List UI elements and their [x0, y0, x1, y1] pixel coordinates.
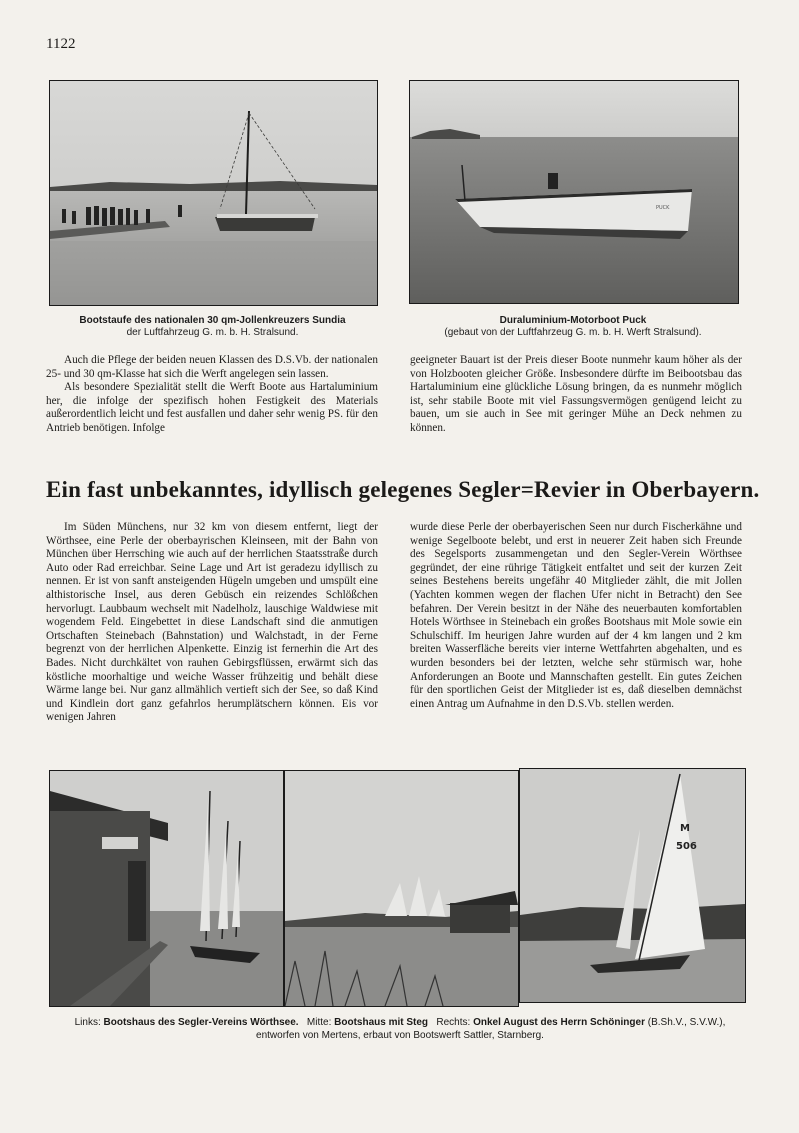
- intro-paragraph-3: geeigneter Bauart ist der Preis dieser Boote nunmehr kaum höher als der von Holzbooten gleicher Größe. Insbesondere dürfte im Beibootsbau das Hartaluminium eine glückliche Lösung bringen, da es nunmehr möglich ist, sehr stabile Boote mit viel Fassungsvermögen genügend leicht zu bauen, um sie auch in See mit geringer Mühe an Deck nehmen zu können.: [410, 354, 742, 434]
- sail-number-top: M: [680, 823, 690, 834]
- article-paragraph-2: wurde diese Perle der oberbayerischen Seen nur durch Fischerkähne und wenige Segelboote belebt, und erst in neuerer Zeit haben sich Freunde des Segelsports zusammengetan und den Segler-Verein Wörthsee gegründet, der eine rührige Tätigkeit entfaltet und seit der kurzen Zeit seines Bestehens bereits ungefähr 40 Mitglieder zählt, die mit Jollen (Yachten kommen wegen der flachen Ufer nicht in Betracht) den See befahren. Der Verein besitzt in der Nähe des neuerbauten komfortablen Hotels Wörthsee in Steinebach ein großes Bootshaus mit Mole sowie ein Schulschiff. Im heurigen Jahre wurden auf der 4 km langen und 2 km breiten Wasserfläche bereits vier interne Wettfahrten abgehalten, und es wurden besonders bei der letzten, welche sehr stürmisch war, hohe Anforderungen an Boote und Mannschaften gestellt. Ein gutes Zeichen für den sportlichen Geist der Mitglieder ist es, daß dieselben demnächst einen Antrag um Aufnahme in den D.S.Vb. stellen werden.: [410, 521, 742, 710]
- caption-line-2: entworfen von Mertens, erbaut von Bootswerft Sattler, Starnberg.: [256, 1030, 544, 1041]
- caption-sundia: [49, 315, 376, 339]
- caption-right-label: Rechts:: [436, 1017, 471, 1028]
- photo-sundia-christening: [49, 80, 378, 306]
- puck-hull-name: PUCK: [656, 205, 670, 211]
- caption-mid-label: Mitte:: [306, 1017, 332, 1028]
- caption-sundia-title: Bootstaufe des nationalen 30 qm-Jollenkreuzers Sundia: [79, 315, 346, 326]
- caption-puck-sub: (gebaut von der Luftfahrzeug G. m. b. H. Werft Stralsund).: [444, 327, 702, 338]
- intro-left-column: [46, 354, 378, 436]
- photo-boathouse: [49, 770, 284, 1007]
- intro-paragraph-1: Auch die Pflege der beiden neuen Klassen des D.S.Vb. der nationalen 25- und 30 qm-Klasse hat sich die Werft angelegen sein lassen.: [46, 354, 378, 380]
- caption-sundia-sub: der Luftfahrzeug G. m. b. H. Stralsund.: [126, 327, 299, 338]
- article-left-column: [46, 521, 378, 725]
- caption-right-tail: (B.Sh.V., S.V.W.),: [647, 1017, 726, 1028]
- caption-puck: [409, 315, 737, 339]
- caption-mid: Bootshaus mit Steg: [334, 1017, 429, 1028]
- caption-puck-title: Duraluminium-Motorboot Puck: [499, 315, 647, 326]
- article-right-column: [410, 521, 742, 711]
- intro-right-column: [410, 354, 742, 436]
- photo-motorboat-puck: [409, 80, 739, 304]
- bottom-photos-caption: [40, 1016, 760, 1042]
- page-number: 1122: [46, 36, 76, 52]
- caption-right: Onkel August des Herrn Schöninger: [473, 1017, 645, 1028]
- sail-number-bottom: 506: [676, 841, 697, 852]
- intro-paragraph-2: Als besondere Spezialität stellt die Werft Boote aus Hartaluminium her, die infolge der spezifisch hohen Festigkeit des Materials außerordentlich leicht und fest ausfallen und daher sehr wenig PS. für den Antrieb benötigen. Infolge: [46, 381, 378, 434]
- article-headline: Ein fast unbekanntes, idyllisch gelegenes Segler=Revier in Oberbayern.: [46, 477, 760, 502]
- caption-left-label: Links:: [74, 1017, 101, 1028]
- photo-sailboat-onkel-august: [519, 768, 746, 1003]
- photo-boathouse-pier: [284, 770, 519, 1007]
- caption-left: Bootshaus des Segler-Vereins Wörthsee.: [103, 1017, 299, 1028]
- article-paragraph-1: Im Süden Münchens, nur 32 km von diesem entfernt, liegt der Wörthsee, eine Perle der oberbayrischen Kleinseen, mit der Bahn von München über Herrsching wie auch auf der herrlichen Staatsstraße durch Auto oder Rad erreichbar. Seine Lage und Art ist geradezu idyllisch zu nennen. Er ist von sanft ansteigenden Hügeln umgeben und umspült eine althistorische Insel, aus deren Gebüsch ein reizendes Schlößchen hervorlugt. Laubbaum wechselt mit Nadelholz, lauschige Waldwiese mit wogendem Feld. Eingebettet in diese Landschaft sind die anmutigen Ortschaften Steinebach (Bahnstation) und Walchstadt, in der Ferne begrenzt von der herrlichen Alpenkette. Einzig ist fernerhin die Art des Bades. Nicht durchkältet von rauhen Gebirgsflüssen, erwärmt sich das köstliche moorhaltige und weiche Wasser frühzeitig und behält diese Wärme lange bei. Nur ganz allmählich vertieft sich der See, so daß Kind und Kindlein dort ganz gefahrlos herumplätschern können. Eis vor wenigen Jahren: [46, 521, 378, 724]
